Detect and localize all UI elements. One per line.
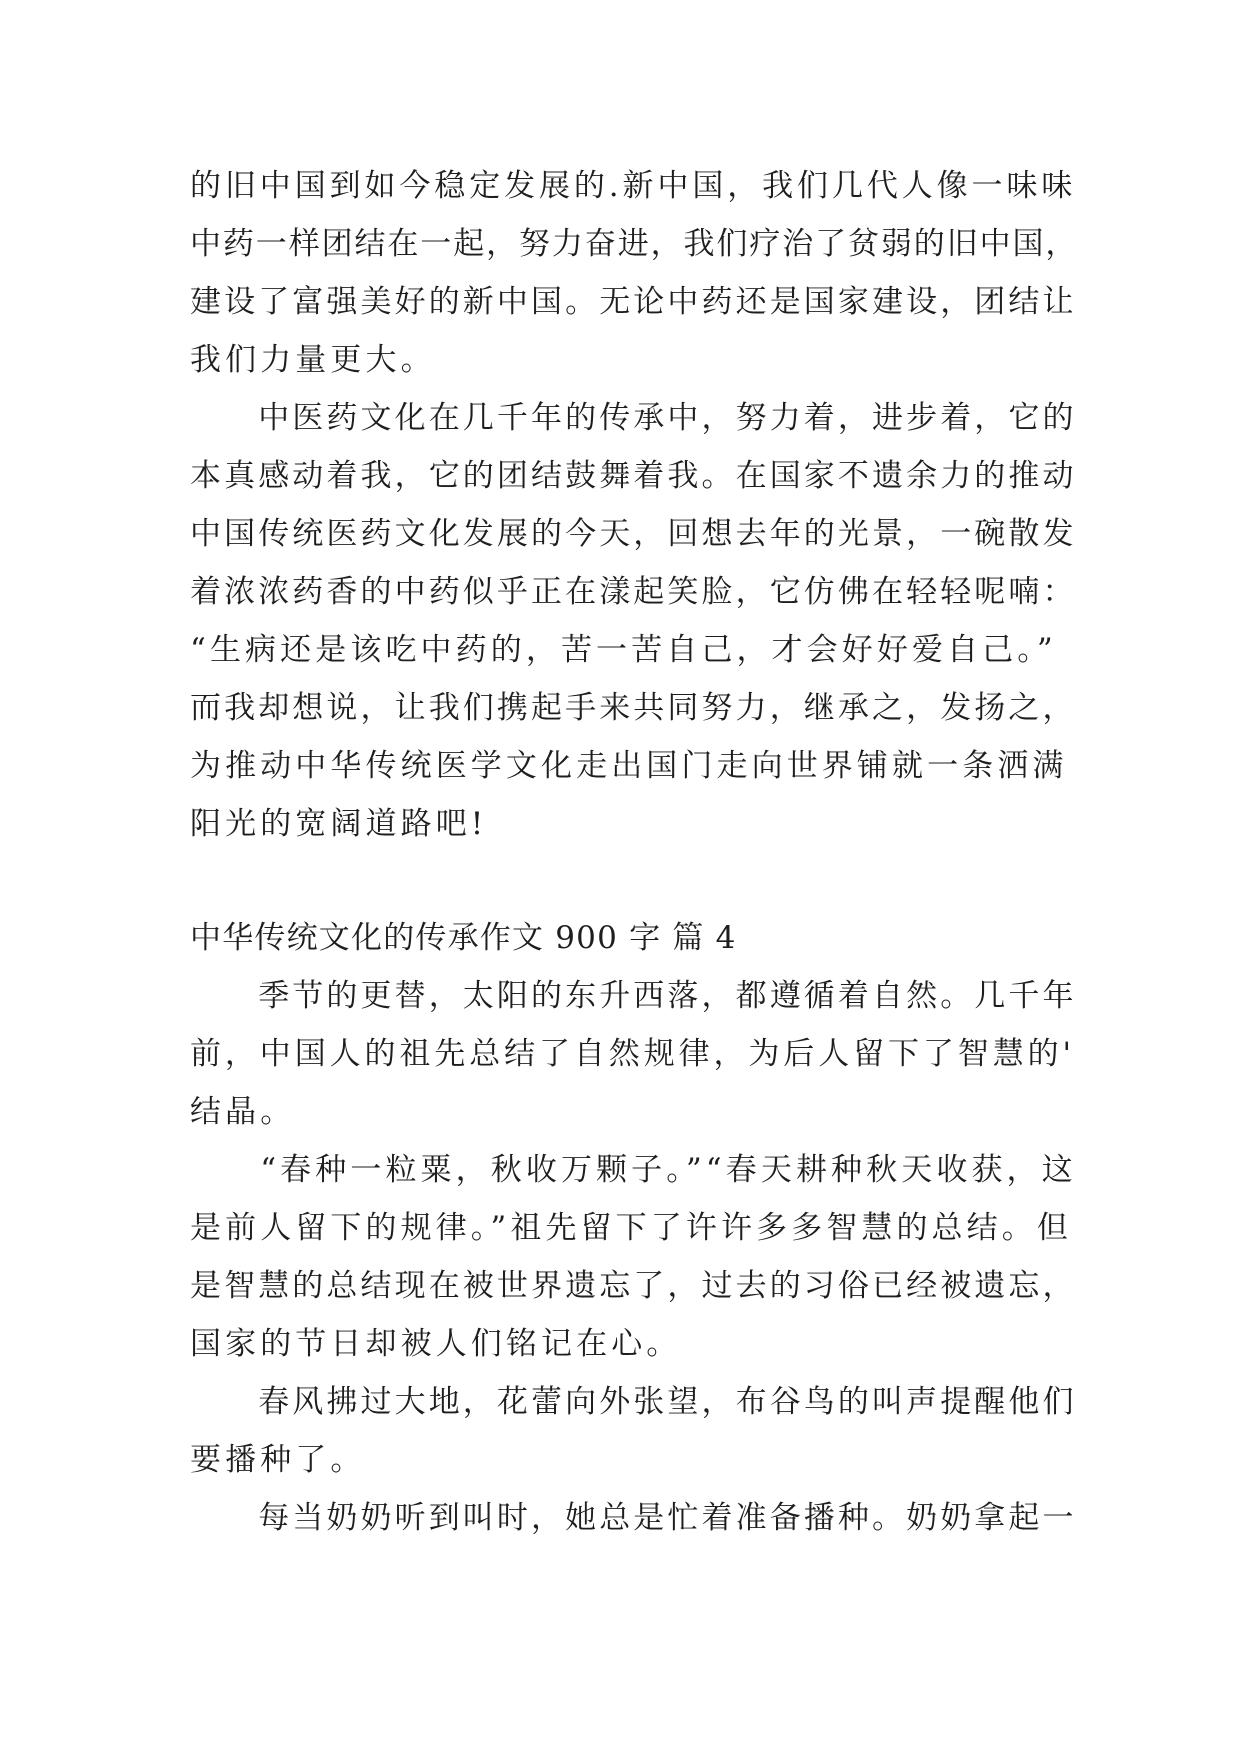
section-heading: 中华传统文化的传承作文 900 字 篇 4: [190, 920, 737, 956]
text-line: 中医药文化在几千年的传承中，努力着，进步着，它的: [190, 400, 1077, 436]
text-line: “春种一粒粟，秋收万颗子。”“春天耕种秋天收获，这: [190, 1152, 1077, 1188]
text-line: “生病还是该吃中药的，苦一苦自己，才会好好爱自己。”: [190, 632, 1057, 668]
text-line: 着浓浓药香的中药似乎正在漾起笑脸，它仿佛在轻轻呢喃：: [190, 574, 1077, 610]
text-line: 本真感动着我，它的团结鼓舞着我。在国家不遗余力的推动: [190, 458, 1077, 494]
text-line: 的旧中国到如今稳定发展的.新中国，我们几代人像一味味: [190, 168, 1077, 204]
text-line: 季节的更替，太阳的东升西落，都遵循着自然。几千年: [190, 978, 1077, 1014]
text-line: 中国传统医药文化发展的今天，回想去年的光景，一碗散发: [190, 516, 1077, 552]
text-line: 我们力量更大。: [190, 342, 436, 378]
text-line: 阳光的宽阔道路吧!: [190, 806, 488, 842]
text-line: 中药一样团结在一起，努力奋进，我们疗治了贫弱的旧中国，: [190, 226, 1079, 262]
text-line: 每当奶奶听到叫时，她总是忙着准备播种。奶奶拿起一: [190, 1500, 1077, 1536]
text-line: 是前人留下的规律。”祖先留下了许许多多智慧的总结。但: [190, 1210, 1072, 1246]
text-line: 是智慧的总结现在被世界遗忘了，过去的习俗已经被遗忘，: [190, 1268, 1077, 1304]
text-line: 为推动中华传统医学文化走出国门走向世界铺就一条洒满: [190, 748, 1068, 784]
text-line: 春风拂过大地，花蕾向外张望，布谷鸟的叫声提醒他们: [190, 1384, 1077, 1420]
text-line: 结晶。: [190, 1094, 296, 1130]
text-line: 前，中国人的祖先总结了自然规律，为后人留下了智慧的': [190, 1036, 1075, 1072]
text-line: 国家的节日却被人们铭记在心。: [190, 1326, 682, 1362]
text-line: 建设了富强美好的新中国。无论中药还是国家建设，团结让: [190, 284, 1077, 320]
text-line: 而我却想说，让我们携起手来共同努力，继承之，发扬之，: [190, 690, 1077, 726]
text-line: 要播种了。: [190, 1442, 366, 1478]
